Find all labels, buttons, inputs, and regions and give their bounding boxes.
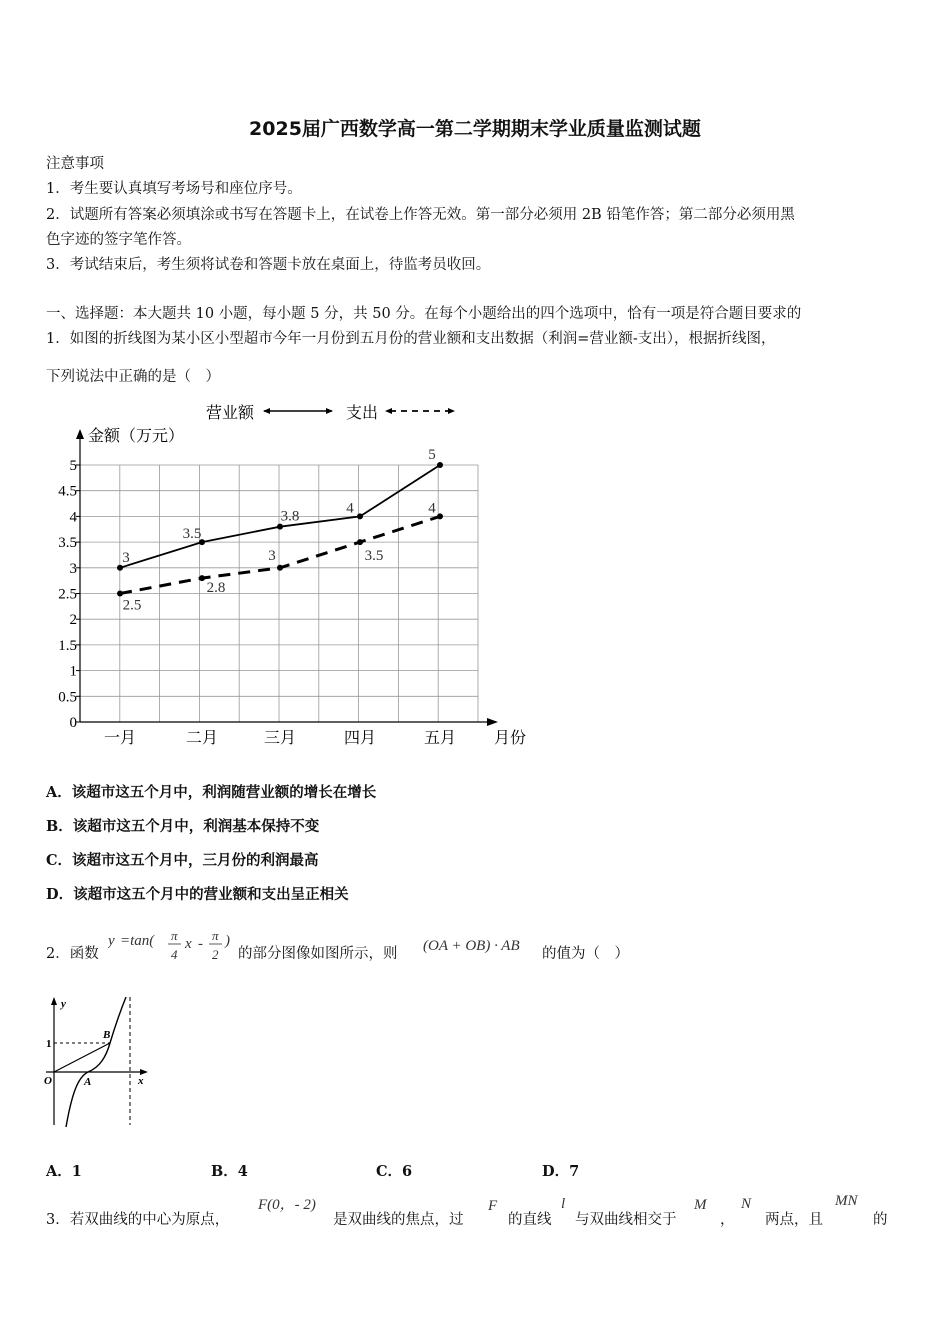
q3-focus: F(0，- 2)	[258, 1197, 316, 1213]
svg-text:x: x	[185, 936, 192, 952]
svg-text:): )	[225, 933, 230, 949]
q1-option-a[interactable]: A．该超市这五个月中，利润随营业额的增长在增长	[46, 784, 377, 801]
chart-grid	[80, 465, 478, 722]
data-label: 4	[346, 500, 354, 517]
y-tick-label: 1.5	[58, 637, 77, 654]
svg-text:π: π	[171, 930, 178, 943]
q3-m-var: M	[694, 1197, 707, 1213]
y-tick-label: 4.5	[58, 483, 77, 500]
data-point	[357, 539, 363, 545]
tangent-graph	[40, 993, 152, 1129]
q2-option-d[interactable]: D．7	[542, 1163, 580, 1180]
svg-text:=tan(: =tan(	[120, 933, 155, 949]
y-tick-label: 0	[69, 715, 77, 731]
q3-text-2: 是双曲线的焦点，过	[333, 1212, 464, 1228]
data-point	[437, 513, 443, 519]
x-tick-label: 一月	[103, 728, 137, 747]
y-axis-label: 金额（万元）	[88, 426, 185, 445]
chart-series	[117, 447, 443, 614]
svg-text:π: π	[212, 930, 219, 943]
line-chart	[40, 395, 540, 760]
x-axis-label: 月份	[494, 728, 527, 747]
graph-label-a: A	[84, 1076, 92, 1088]
q3-text-5: ，	[720, 1212, 735, 1228]
y-tick-label: 1	[69, 663, 77, 680]
notice-item: 3．考试结束后，考生须将试卷和答题卡放在桌面上，待监考员收回。	[46, 257, 491, 273]
x-tick-label: 四月	[343, 728, 377, 747]
q3-n-var: N	[741, 1196, 752, 1212]
notice-item: 1．考生要认真填写考场号和座位序号。	[46, 181, 302, 197]
q2-stem-mid: 的部分图像如图所示，则	[238, 946, 398, 962]
data-label: 2.8	[206, 580, 226, 597]
data-label: 3.8	[280, 508, 300, 525]
data-label: 3	[268, 547, 276, 564]
q2-number: 2．函数	[46, 946, 99, 962]
q3-text-4: 与双曲线相交于	[575, 1212, 677, 1228]
q1-stem: 1．如图的折线图为某小区小型超市今年一月份到五月份的营业额和支出数据（利润=营业额-支出），根据折线图，	[46, 331, 776, 347]
data-point	[277, 565, 283, 571]
q2-formula	[108, 930, 238, 966]
data-point	[199, 575, 205, 581]
q3-f-var: F	[488, 1198, 498, 1214]
q3-l-var: l	[561, 1196, 566, 1212]
q3-mn-var: MN	[835, 1193, 858, 1209]
y-tick-label: 3.5	[58, 535, 77, 552]
q2-option-c[interactable]: C．6	[376, 1163, 413, 1180]
q3-text-1: 3．若双曲线的中心为原点，	[46, 1212, 230, 1228]
legend-label-revenue: 营业额	[206, 403, 255, 422]
svg-text:y: y	[108, 933, 115, 949]
svg-text:4: 4	[171, 947, 178, 962]
graph-label-b: B	[103, 1029, 111, 1041]
data-label: 5	[428, 447, 436, 463]
q3-text-6: 两点，且	[765, 1212, 823, 1228]
graph-label-y: y	[61, 998, 66, 1010]
q2-vector-expr: (OA + OB) · AB	[423, 938, 520, 954]
y-tick-label: 0.5	[58, 689, 77, 706]
x-tick-label: 三月	[263, 728, 297, 747]
notice-item: 色字迹的签字笔作答。	[46, 232, 191, 248]
q1-stem: 下列说法中正确的是（ ）	[46, 369, 220, 385]
svg-text:-: -	[198, 936, 203, 952]
q1-option-d[interactable]: D．该超市这五个月中的营业额和支出呈正相关	[46, 886, 349, 903]
y-tick-label: 3	[69, 560, 77, 577]
page-title: 2025届广西数学高一第二学期期末学业质量监测试题	[249, 118, 701, 140]
y-tick-label: 2.5	[58, 586, 77, 603]
graph-label-o: O	[44, 1075, 52, 1087]
data-label: 3.5	[182, 526, 202, 543]
q3-text-3: 的直线	[508, 1212, 552, 1228]
y-tick-labels	[58, 458, 80, 731]
data-label: 2.5	[122, 597, 142, 614]
q1-option-b[interactable]: B．该超市这五个月中，利润基本保持不变	[46, 818, 320, 835]
y-tick-label: 4	[69, 509, 77, 526]
notice-heading: 注意事项	[46, 156, 104, 172]
x-tick-labels	[104, 728, 456, 747]
q2-option-b[interactable]: B．4	[211, 1163, 248, 1180]
svg-text:2: 2	[212, 947, 219, 962]
q3-text-7: 的	[873, 1212, 888, 1228]
x-tick-label: 五月	[423, 728, 457, 747]
data-point	[437, 462, 443, 468]
y-tick-label: 5	[69, 458, 77, 474]
data-label: 3.5	[364, 548, 384, 565]
section-heading: 一、选择题：本大题共 10 小题，每小题 5 分，共 50 分。在每个小题给出的四个选项中，恰有一项是符合题目要求的	[46, 306, 802, 322]
q1-option-c[interactable]: C．该超市这五个月中，三月份的利润最高	[46, 852, 319, 869]
data-point	[117, 591, 123, 597]
data-point	[357, 513, 363, 519]
notice-item: 2．试题所有答案必须填涂或书写在答题卡上，在试卷上作答无效。第一部分必须用 2B 铅笔作答；第二部分必须用黑	[46, 207, 795, 223]
y-tick-label: 2	[69, 612, 77, 629]
graph-label-one: 1	[46, 1038, 52, 1050]
q2-option-a[interactable]: A．1	[46, 1163, 82, 1180]
data-label: 3	[122, 549, 130, 566]
legend-label-expense: 支出	[346, 403, 379, 422]
chart-axes	[76, 429, 498, 726]
x-tick-label: 二月	[185, 728, 219, 747]
graph-label-x: x	[138, 1075, 144, 1087]
data-label: 4	[428, 500, 436, 517]
q2-stem-tail: 的值为（ ）	[542, 946, 629, 962]
